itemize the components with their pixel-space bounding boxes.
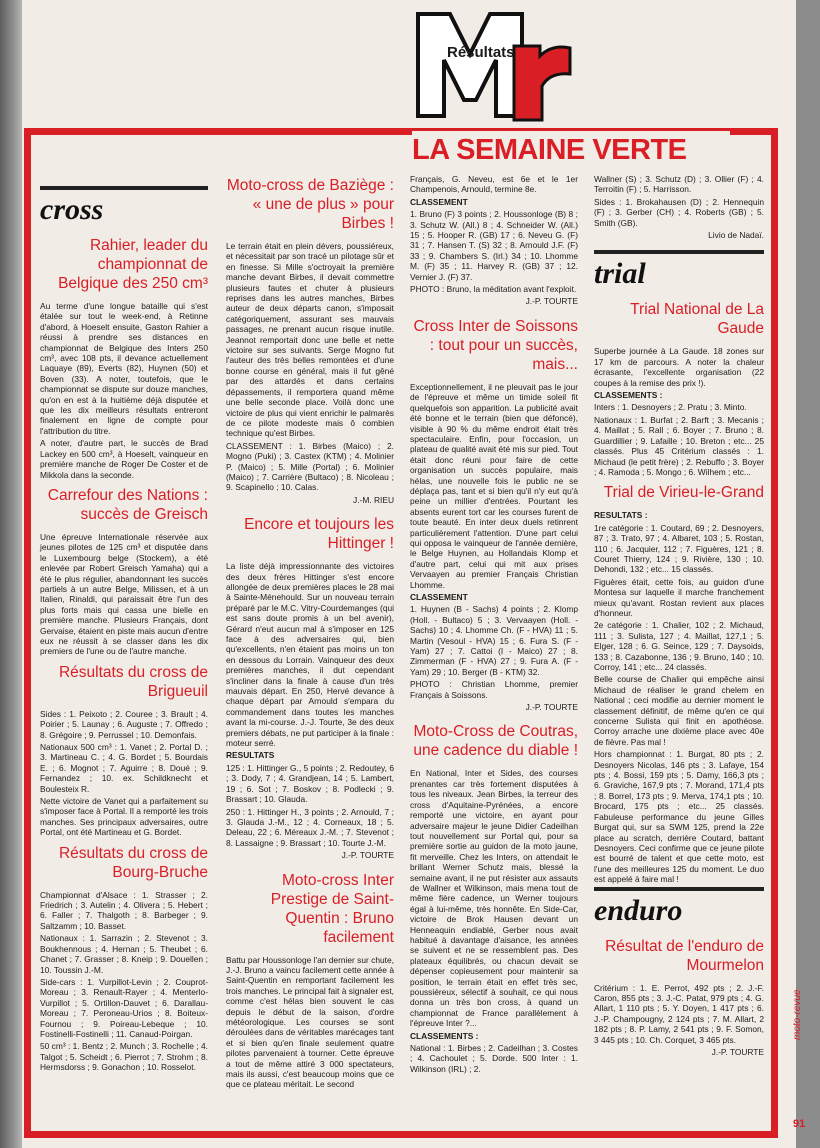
article-text: Sides : 1. Brokahausen (D) ; 2. Hennequin (F) ; 3. Gerber (CH) ; 4. Roberts (GB) ; 5. Smith (GB). <box>594 196 764 228</box>
article-title: Résultat de l'enduro de Mourmelon <box>605 937 764 974</box>
column-3 <box>410 174 578 1076</box>
article-text: National : 1. Birbes ; 2. Cadeilhan ; 3. Costes ; 4. Cachoulet ; 5. Dorde. 500 Inter : 1. Wilkinson (IRL) ; 2. <box>410 1043 578 1074</box>
article-text: 1. Bruno (F) 3 points ; 2. Houssonloge (B) 8 ; 3. Schutz W. (All.) 8 ; 4. Schneider W. (All.) 15 ; 5. Hooper R. (GB) 17 ; 6. Neveu G. (F) 31 ; 7. Hansen T. (S) 32 ; 8. Arnould J.F. (F) 33 ; 9. Chambers S. (Irl.) 34 ; 10. Lhomme M. (F) 35 ; 11. Harvey R. (GB) 37 ; 12. Vernier J. (F) 37. <box>410 209 578 282</box>
article-text: Battu par Houssonloge l'an dernier sur chute, J.-J. Bruno a vaincu facilement cette année à Saint-Quentin en remportant facilement les trois manches. Le principal fait à signaler est, comme c'est hélas bien souvent le cas depuis le début de la saison, d'ordre météorologique. Les courses se sont déroulées dans de véritables marécages tant et si bien qu'en finale seulement quatre pilotes parvenaient à tourner. Cette épreuve a tout de même attiré 3 000 spectateurs, mais ils aussi, c'est beaucoup moins que ce que ce plateau méritait. Le second <box>226 954 394 1090</box>
article-text: Hors championnat : 1. Burgat, 80 pts ; 2. Desnoyers Nicolas, 146 pts ; 3. Lafaye, 154 pts ; 4. Bossi, 159 pts ; 5. Damy, 166,3 pts ; 6. Graviche, 167,9 pts ; 7. Morand, 171,4 pts ; 8. Borrel, 173 pts ; 9. Merva, 174,1 pts ; 10. Brocard, 175 pts ; etc... 25 classés. Fabuleuse performance du jeune Gilles Burgat qui, sur sa SWM 125, prend la 22e place au scratch, derrière Coutard, battant Desnoyers. Ceci confirme que ce jeune pilote est bourré de talent et que cette moto, est l'une des meilleures 125 du moment. Le duo est appelé à faire mal ! <box>594 749 764 885</box>
section-rule <box>594 250 764 254</box>
article-text: Nationaux : 1. Burfat ; 2. Barft ; 3. Mecanis ; 4. Maillat ; 5. Rall ; 6. Boyer ; 7. Bruno ; 8. Guardillier ; 9. Lafaille ; 10. Breton ; etc... 25 classés. Plus 45 Critérium classés : 1. Michaud (le petit frère) ; 2. Rebuffo ; 3. Boyer ; 4. Ramoda ; 5. Mongo ; 6. Wilhem ; etc... <box>594 414 764 477</box>
article-text: CLASSEMENTS : <box>410 1030 479 1041</box>
article-text: Nette victoire de Vanet qui a parfaitement su s'imposer face à Portal. Il a remporté les trois manches. Ses principaux adversaires, outre Portal, ont été Martineau et G. Bordet. <box>40 796 208 838</box>
article-text: 2e catégorie : 1. Chalier, 102 ; 2. Michaud, 111 ; 3. Sulista, 127 ; 4. Maillat, 127,1 ; 5. Elger, 128 ; 6. G. Seince, 129 ; 7. Daysoids, 133 ; 8. Cazabonne, 136 ; 9. Bruno, 140 ; 10. Corroy, 141 ; etc... 24 classés. <box>594 620 764 672</box>
author-signature: J.-P. TOURTE <box>525 296 578 307</box>
article-title: Rahier, leader du championnat de Belgique des 250 cm³ <box>58 237 208 292</box>
mr-logo-icon <box>410 8 580 126</box>
article-title: Résultats du cross de Bourg-Bruche <box>58 844 208 881</box>
article-title: Cross Inter de Soissons : tout pour un succès, mais... <box>413 317 578 373</box>
article-text: Sides : 1. Peixoto ; 2. Couree ; 3. Brault ; 4. Poirier ; 5. Launay ; 6. Auguste ; 7. Offredo ; 8. Grégoire ; 9. Perrussel ; 10. Demonfais. <box>40 708 208 740</box>
article-text: PHOTO : Christian Lhomme, premier Français à Soissons. <box>410 679 578 700</box>
article-text: Superbe journée à La Gaude. 18 zones sur 17 km de parcours. A noter la chaleur écrasante, l'excellente organisation (22 coupes à la remise des prix !). <box>594 346 764 388</box>
section-rule <box>594 887 764 891</box>
article-title: Trial de Virieu-le-Grand <box>603 484 764 502</box>
article-title: Moto-Cross de Coutras, une cadence du diable ! <box>413 723 578 760</box>
article-title: Résultats du cross de Brigueuil <box>58 663 208 700</box>
article-text: PHOTO : Bruno, la méditation avant l'exploit. <box>410 284 577 295</box>
column-1 <box>40 186 208 1075</box>
article-title: Encore et toujours les Hittinger ! <box>244 516 394 553</box>
article-text: Exceptionnellement, il ne pleuvait pas le jour de l'épreuve et même un timide soleil fit quelquefois son apparition. La publicité avait été bonne et le terrain (bien que défoncé), visible à 90 % du même endroit était très spectaculaire. Enfin, pour l'occasion, un plateau de qualité avait été mis sur pied. Tout était donc réuni pour faire de cette organisation un succès populaire, mais hélas, une nouvelle fois le public ne se déplaça pas, tant et si bien qu'il n'y eut qu'à peine un millier d'entrées. Pourtant les absents eurent tort car les courses furent de toute beauté. En inter deux duels retinrent particulièrement l'attention. D'une part celui qui opposa le vainqueur de l'année dernière, le Belge Huynen, au Hollandais Klomp et d'autre part, celui qui mit aux prises Vervaayen au premier Français Christian Lhomme. <box>410 381 578 590</box>
article-text: CLASSEMENTS : <box>594 390 663 401</box>
article-text: 125 : 1. Hittinger G., 5 points ; 2. Redoutey, 6 ; 3. Dody, 7 ; 4. Grandjean, 14 ; 5. Lambert, 19 ; 6. Sot ; 7. Boskov ; 8. Podlecki ; 9. Brassart ; 10. Glauda. <box>226 762 394 805</box>
article-text: Une épreuve Internationale réservée aux jeunes pilotes de 125 cm³ et disputée dans le Luxembourg belge (Stockem), a été enlevée par Robert Greisch Yamaha) qui a été le plus régulier, abandonnant les succès partiels à un autre Belge, Milissen, et à un Italien, Rinaldi, qui paraissait être l'un des plus forts mais qui cassa une bielle en première manche. Plusieurs Français, dont Gervaise, étaient en piste mais aucun d'entre eux ne réussit à se classer dans les dix premiers de l'une ou de l'autre manche. <box>40 531 208 657</box>
author-signature: J.-P. TOURTE <box>525 702 578 713</box>
article-text: Belle course de Chalier qui empêche ainsi Michaud de réaliser le grand chelem en National ; ceci modifie au dernier moment le classement définitif, de même qu'en ce qui concerne Sulista qui finit en apothéose. Corroy arrache une dixième place avec 40e de fièvre. Pas mal ! <box>594 674 764 747</box>
article-text: RESULTATS : <box>594 510 648 521</box>
article-text: Au terme d'une longue bataille qui s'est étalée sur tout le week-end, à Retinne d'abord, à Hoeselt ensuite, Gaston Rahier a réussi à prendre ses distances en championnat de Belgique des Inters 250 cm³, avec 108 pts, il devance actuellement Laquaye (89), Everts (82), Huynen (50) et Boven (33). A noter, toutefois, que le championnat se dispute sur douze manches, qu'on en est à la huitième déjà disputée et que les dix meilleurs résultats entreront finalement en ligne de compte pour l'attribution du titre. <box>40 301 208 436</box>
article-text: 50 cm³ : 1. Bentz ; 2. Munch ; 3. Rochelle ; 4. Talgot ; 5. Scheidt ; 6. Pierrot ; 7. Strohm ; 8. Hermsdorss ; 9. Gonachon ; 10. Rosselot. <box>40 1041 208 1073</box>
article-text: Inters : 1. Desnoyers ; 2. Pratu ; 3. Minto. <box>594 402 747 413</box>
author-signature: J.-P. TOURTE <box>711 1046 764 1057</box>
section-trial: trial <box>594 257 646 291</box>
article-text: 1. Huynen (B - Sachs) 4 points ; 2. Klomp (Holl. - Bultaco) 5 ; 3. Vervaayen (Holl. - Sachs) 10 ; 4. Lhomme Ch. (F - HVA) 11 ; 5. Martin (Vesoul - HVA) 15 ; 6. Fura S. (F - Yam) 27 ; 7. Cattoi (I - Maico) 27 ; 8. Zimmerman (F - HVA) 27 ; 9. Fura A. (F - Yam) 29 ; 10. Berger (B - KTM) 32. <box>410 604 578 677</box>
article-text: Nationaux : 1. Sarrazin ; 2. Stevenot ; 3. Boukhennous ; 4. Hernan ; 5. Theubet ; 6. Chanet ; 7. Grasser ; 8. Kneip ; 9. Douellen ; 10. Toussin J.-M. <box>40 933 208 975</box>
article-text: En National, Inter et Sides, des courses prenantes car très fortement disputées à tous les niveaux. Jean Birbes, la terreur des cross d'Aquitaine-Pyrénées, a encore remporté une victoire, en ayant pour adversaire majeur le jeune Didier Cadeilhan tout nouvellement sur Portal qui, pour sa première sortie au guidon de la moto jaune, fit merveille. Chez les Inters, on attendait le brillant Werner Schutz mais, blessé la semaine avant, il ne put résister aux assauts de Wallner et Wilkinson, mais mena tout de même fière cadence, un Werner toujours égal à lui-même, très honnête. En Side-Car, victoire de Brok Hausen devant un Henneaquin endiablé, Gerber nous avait habitué à davantage d'aisance, les années se suivent et ne se ressemblent pas. Des plateaux équilibrés, ou chacun devait se dépenser copieusement pour maintenir sa position, le terrain était en effet très sec, poussiéreux, sélectif à souhait, ce qui nous donna un très bon cross, à quand un championnat de France parallèlement à l'épreuve Inter ?... <box>410 768 578 1029</box>
article-text: La liste déjà impressionnante des victoires des deux frères Hittinger s'est encore allongée de deux premières places le 28 mai à Sainte-Ménehould. Sur un nouveau terrain préparé par le M.C. Vitry-Courdemanges (qui est sans doute promis à un bel avenir), Gérard n'eut aucun mal à s'imposer en 125 face à des adversaires qui, bien qu'excellents, n'en étaient pas moins un ton en dessous du Lorrain. Vainqueur des deux premières manches, il dut cependant s'incliner dans la finale à cause d'un très mauvais départ. En 250, Hervé devance à chaque départ par Arnould s'empara du commandement dans toutes les manches avant la mi-course. J.-J. Tourte, 3e des deux premiers débats, ne put participer à la finale : moteur serré. <box>226 561 394 749</box>
column-2 <box>226 170 394 1092</box>
article-title: Moto-cross de Baziège : « une de plus » pour Birbes ! <box>226 177 394 232</box>
article-text: CLASSEMENT <box>410 196 468 207</box>
article-text: Wallner (S) ; 3. Schutz (D) ; 3. Ollier (F) ; 4. Terroitin (F) ; 5. Harrisson. <box>594 174 764 195</box>
column-4 <box>594 174 764 1067</box>
article-text: Français, G. Neveu, est 6e et le 1er Champenois, Arnould, termine 8e. <box>410 174 578 195</box>
page-number: 91 <box>793 1118 806 1130</box>
article-text: Nationaux 500 cm³ : 1. Vanet ; 2. Portal D. ; 3. Martineau C. ; 4. G. Bordet ; 5. Bourdais E. ; 6. Mognot ; 7. Aguirre ; 8. Doué ; 9. Fernandez ; 10. ex. Schildknecht et Boulesteix R. <box>40 742 208 794</box>
article-text: Championnat d'Alsace : 1. Strasser ; 2. Friedrich ; 3. Autelin ; 4. Olivera ; 5. Hebert ; 6. Faller ; 7. Thalgoth ; 8. Barbeger ; 9. Saltzamm ; 10. Basset. <box>40 889 208 931</box>
article-title: Carrefour des Nations : succès de Greisch <box>47 486 208 523</box>
author-signature: J.-M. RIEU <box>353 494 394 505</box>
results-label: Résultats <box>447 44 515 61</box>
article-text: 250 : 1. Hittinger H., 3 points ; 2. Arnould, 7 ; 3. Glauda J.-M., 12 ; 4. Corneaux, 18 ; 5. Deleau, 22 ; 6. Méreaux J.-M. ; 7. Stevenot ; 8. Lassaigne ; 9. Brassart ; 10. Tourte J.-M. <box>226 806 394 848</box>
article-text: RESULTATS <box>226 750 275 761</box>
article-text: 1re catégorie : 1. Coutard, 69 ; 2. Desnoyers, 87 ; 3. Trato, 97 ; 4. Albaret, 103 ; 5. Rostan, 110 ; 6. Jacquier, 112 ; 7. Figuères, 121 ; 8. Couret Thierry, 124 ; 9. Rivière, 130 ; 10. Dehondi, 132 ; etc... 15 classés. <box>594 522 764 575</box>
banner-title: LA SEMAINE VERTE <box>412 131 730 169</box>
article-text: CLASSEMENT <box>410 592 468 602</box>
article-text: Side-cars : 1. Vurpillot-Levin ; 2. Couprot-Moreau ; 3. Renault-Rayer ; 4. Menterlo-Vurpillot ; 5. Ortillon-Dauvet ; 6. Darallau-Moreau ; 7. Peroneau-Urios ; 8. Boiteux-Fournou ; 9. Poireau-Lebeque ; 10. Fostinelli-Fostinelli ; 11. Canaud-Poirgan. <box>40 976 208 1039</box>
article-text: Critérium : 1. E. Perrot, 492 pts ; 2. J.-F. Caron, 855 pts ; 3. J.-C. Patat, 979 pts ; 4. G. Allart, 1 110 pts ; 5. Y. Doyen, 1 417 pts ; 6. J.-P. Champougny, 2 124 pts ; 7. M. Allart, 2 182 pts ; 8. P. Lamy, 2 541 pts ; 9. F. Somon, 3 445 pts ; 10. Ch. Corquet, 3 465 pts. <box>594 982 764 1045</box>
article-title: Trial National de La Gaude <box>630 301 764 338</box>
right-scan-edge <box>796 0 820 1148</box>
article-title: Moto-cross Inter Prestige de Saint-Quentin : Bruno facilement <box>270 871 394 946</box>
article-text: Le terrain était en plein dévers, poussiéreux, et nécessitait par son tracé un pilotage sûr et en finesse. Si Mille s'octroyait la première manche devant Birbes, il devait commettre plusieurs fautes et chuter à plusieurs reprises dans les autres manches, Birbes auteur de deux départs canon, s'imposait catégoriquement, assurant ses mauvais passages, ne prenant aucun risque inutile. Jeannot remportait donc une belle et nette victoire sur ses suivants. Serge Mogno fut l'auteur des très belles remontées et d'une bonne course en général, mais il fut gêné par des attardés et dans certains dépassements, il remportera quand même une belle seconde place. Voilà donc une victoire de plus qui vient enrichir le palmarès de ce pilote modeste mais ô combien technique qu'est Birbes. <box>226 241 394 439</box>
section-cross: cross <box>40 193 104 226</box>
article-text: Figuères était, cette fois, au guidon d'une Montesa sur laquelle il marche franchement mieux qu'avant. Rostan revient aux places d'honneur. <box>594 576 764 618</box>
section-enduro: enduro <box>594 893 683 927</box>
magazine-name: moto-revue <box>792 989 803 1040</box>
binding-spine <box>0 0 22 1148</box>
author-signature: Livio de Nadaï. <box>708 230 764 241</box>
author-signature: J.-P. TOURTE <box>341 850 394 861</box>
article-text: A noter, d'autre part, le succès de Brad Lackey en 500 cm³, à Hoeselt, vainqueur en première manche de Roger De Coster et de Mikkola dans la seconde. <box>40 438 208 480</box>
section-rule <box>40 186 208 190</box>
article-text: CLASSEMENT : 1. Birbes (Maico) ; 2. Mogno (Puki) ; 3. Castex (KTM) ; 4. Molinier P. (Maico) ; 5. Mille (Portal) ; 6. Molinier (Maico) ; 7. Carrière (Bultaco) ; 8. Nicoleau ; 9. Scapinello ; 10. Calas. <box>226 440 394 493</box>
